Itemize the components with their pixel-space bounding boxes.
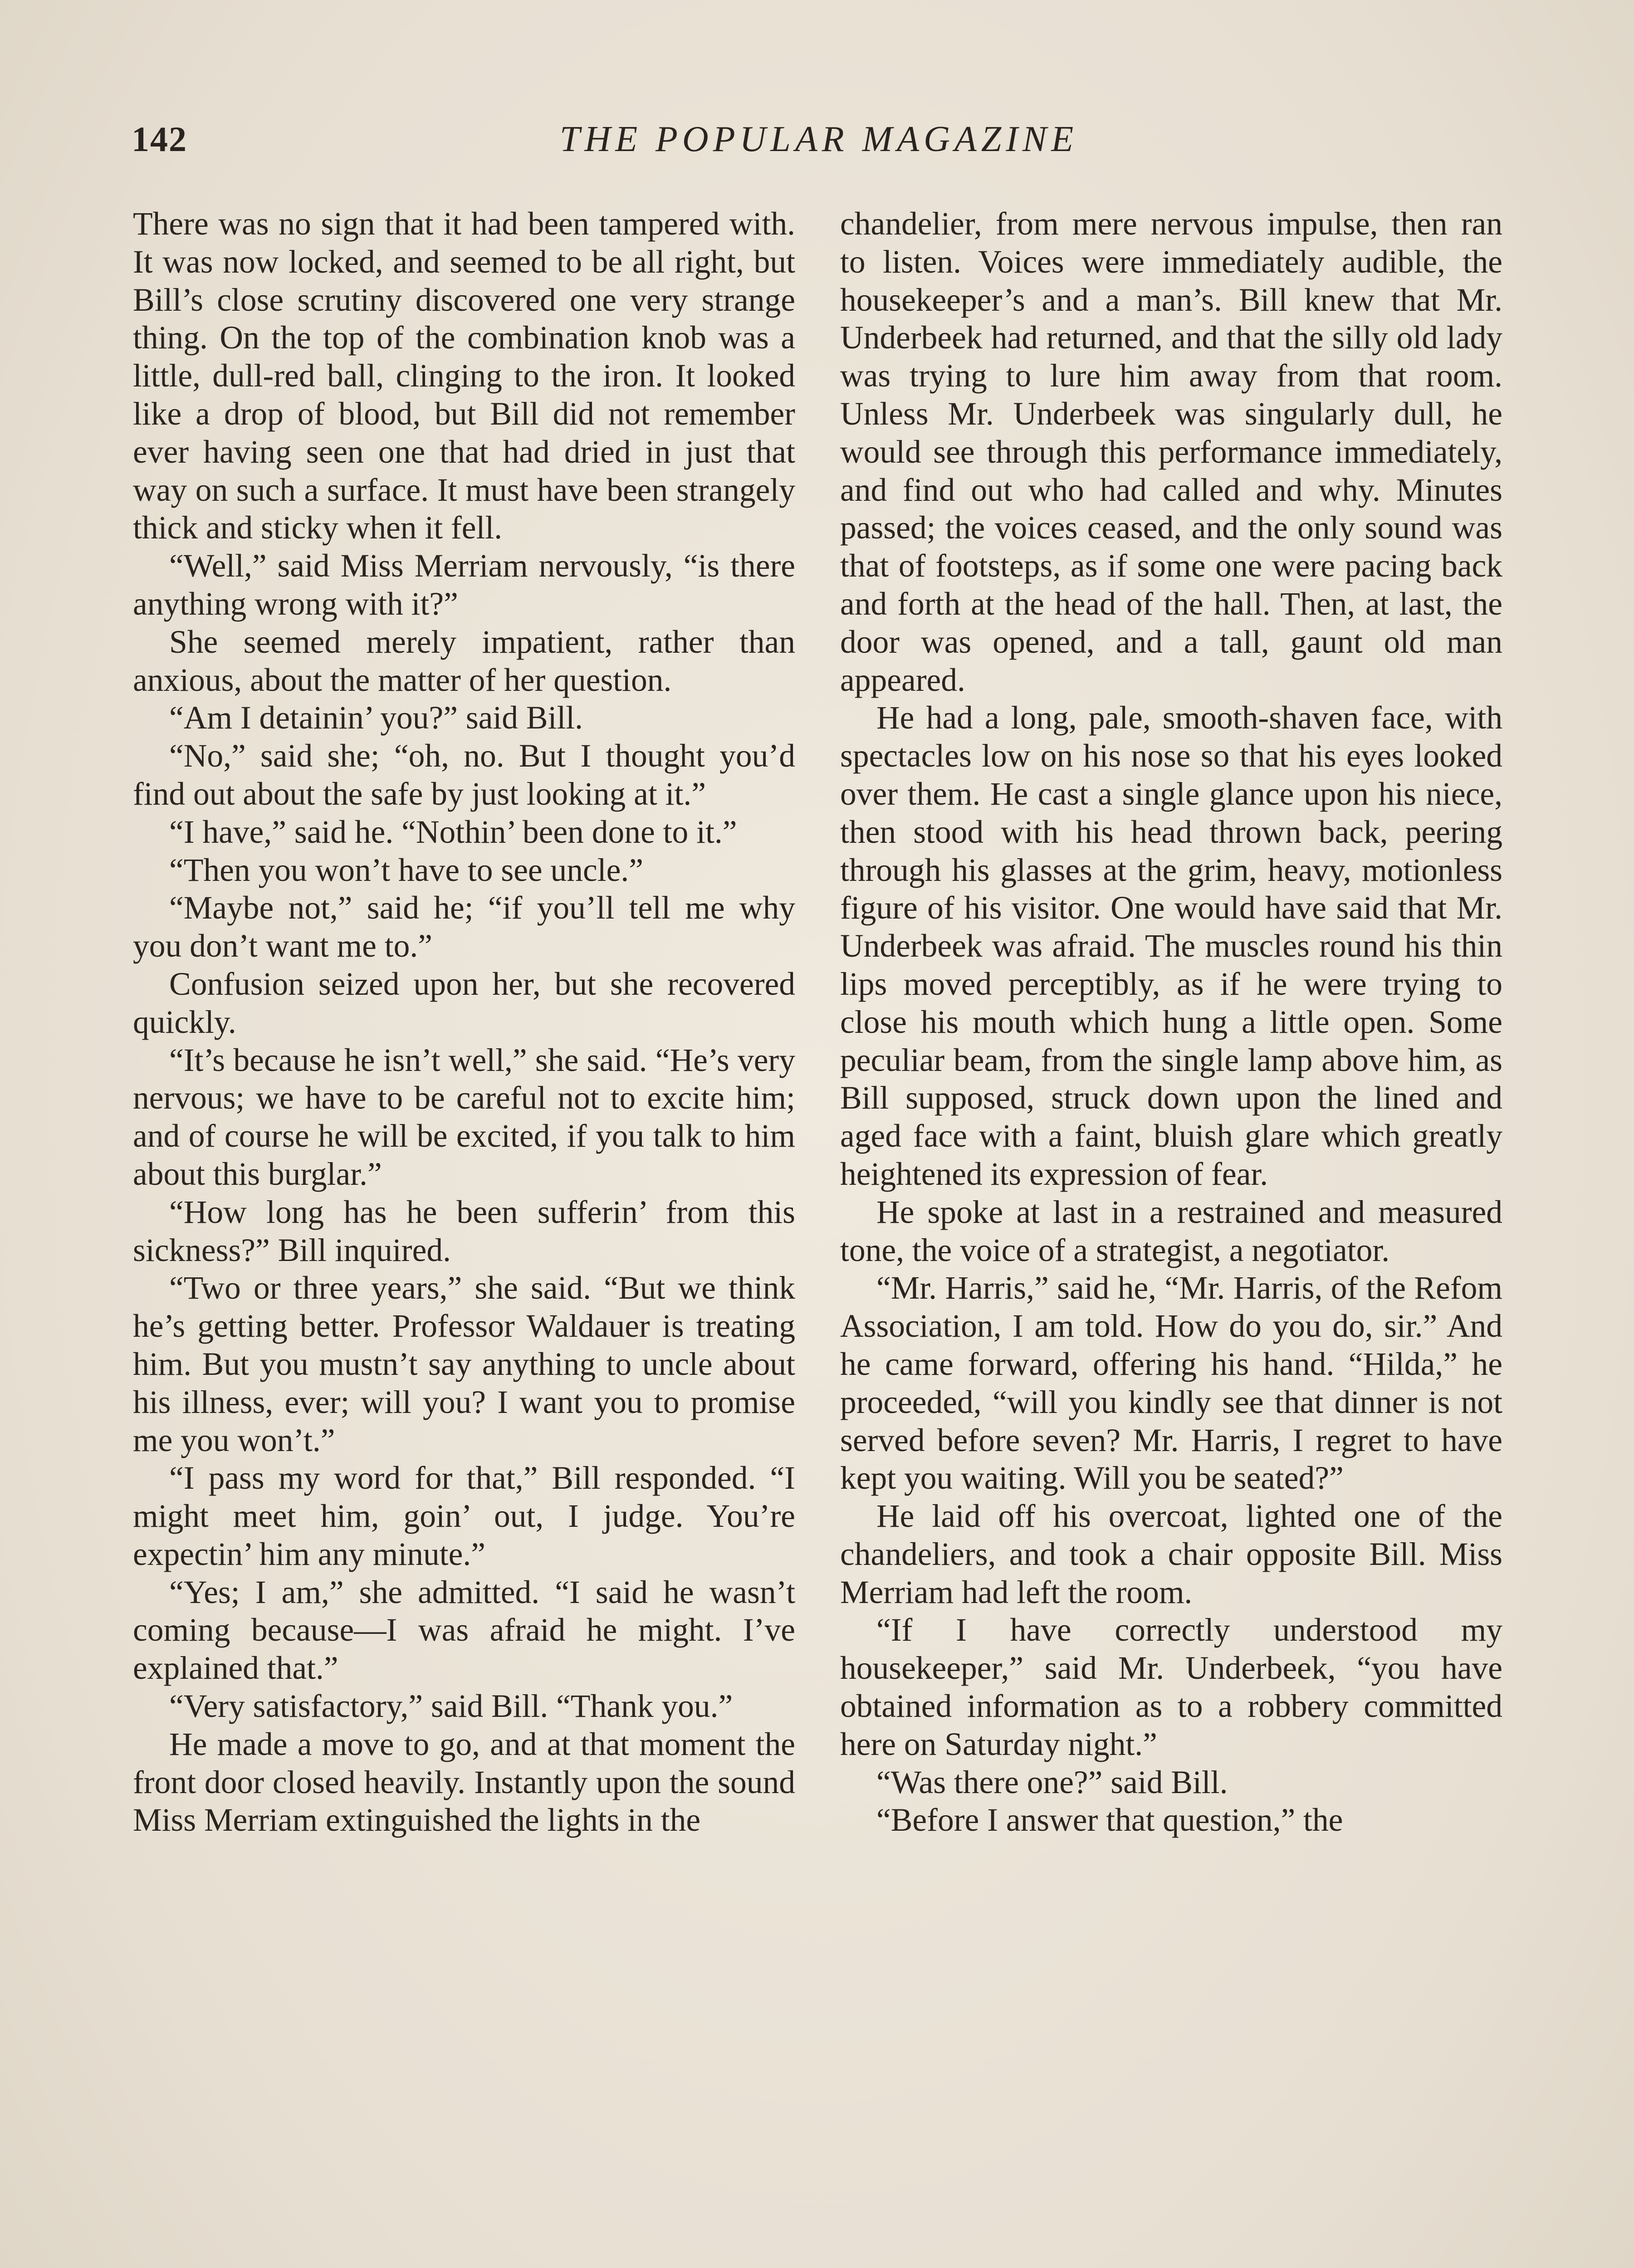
paragraph: “Am I detainin’ you?” said Bill. [169,700,583,736]
running-head: THE POPULAR MAGAZINE [559,119,1078,159]
paragraph: She seemed merely impatient, rather than anxious, about the matter of her question. [133,624,795,698]
paragraph: Confusion seized upon her, but she recovered quickly. [133,966,795,1040]
paragraph: “No,” said she; “oh, no. But I thought you’d find out about the safe by just looking at it.” [133,738,795,812]
right-column [840,205,1502,1839]
paragraph: “If I have correctly understood my housekeeper,” said Mr. Underbeek, “you have obtained information as to a robbery committed here on Saturday night.” [840,1612,1502,1762]
paragraph: “Then you won’t have to see uncle.” [169,852,643,888]
paragraph: There was no sign that it had been tampered with. It was now locked, and seemed to be all right, but Bill’s close scrutiny discovered one very strange thing. On the top of the combination knob was a little, dull-red ball, clinging to the iron. It looked like a drop of blood, but Bill did not remember ever having seen one that had dried in just that way on such a surface. It must have been strangely thick and sticky when it fell. [133,206,795,546]
paragraph: “Mr. Harris,” said he, “Mr. Harris, of the Refom Association, I am told. How do you do, sir.” And he came forward, offering his hand. “Hilda,” he proceeded, “will you kindly see that dinner is not served before seven? Mr. Harris, I regret to have kept you waiting. Will you be seated?” [840,1270,1502,1496]
paragraph: “Maybe not,” said he; “if you’ll tell me why you don’t want me to.” [133,890,795,964]
paragraph: “I pass my word for that,” Bill responded. “I might meet him, goin’ out, I judge. You’re expectin’ him any minute.” [133,1460,795,1572]
paragraph: “Before I answer that question,” the [876,1802,1343,1838]
paragraph: He laid off his overcoat, lighted one of the chandeliers, and took a chair opposite Bill. Miss Merriam had left the room. [840,1498,1502,1610]
paragraph: He spoke at last in a restrained and measured tone, the voice of a strategist, a negotiator. [840,1194,1502,1268]
paragraph: “I have,” said he. “Nothin’ been done to it.” [169,814,737,850]
paragraph: He had a long, pale, smooth-shaven face, with spectacles low on his nose so that his eyes looked over them. He cast a single glance upon his niece, then stood with his head thrown back, peering through his glasses at the grim, heavy, motionless figure of his visitor. One would have said that Mr. Underbeek was afraid. The muscles round his thin lips moved perceptibly, as if he were trying to close his mouth which hung a little open. Some peculiar beam, from the single lamp above him, as Bill supposed, struck down upon the lined and aged face with a faint, bluish glare which greatly heightened its expression of fear. [840,700,1502,1192]
page-number: 142 [132,119,187,159]
paragraph: “Well,” said Miss Merriam nervously, “is there anything wrong with it?” [133,548,795,622]
paragraph: chandelier, from mere nervous impulse, then ran to listen. Voices were immediately audible, the housekeeper’s and a man’s. Bill knew that Mr. Underbeek had returned, and that the silly old lady was trying to lure him away from that room. Unless Mr. Underbeek was singularly dull, he would see through this performance immediately, and find out who had called and why. Minutes passed; the voices ceased, and the only sound was that of footsteps, as if some one were pacing back and forth at the head of the hall. Then, at last, the door was opened, and a tall, gaunt old man appeared. [840,206,1502,698]
paragraph: “Was there one?” said Bill. [876,1764,1228,1800]
paragraph: He made a move to go, and at that moment the front door closed heavily. Instantly upon the sound Miss Merriam extinguished the lights in the [133,1726,795,1838]
paragraph: “It’s because he isn’t well,” she said. “He’s very nervous; we have to be careful not to excite him; and of course he will be excited, if you talk to him about this burglar.” [133,1042,795,1192]
paragraph: “How long has he been sufferin’ from this sickness?” Bill inquired. [133,1194,795,1268]
left-column [133,205,795,1839]
page-header [132,119,1506,169]
paragraph: “Two or three years,” she said. “But we think he’s getting better. Professor Waldauer is treating him. But you mustn’t say anything to uncle about his illness, ever; will you? I want you to promise me you won’t.” [133,1270,795,1458]
paragraph: “Very satisfactory,” said Bill. “Thank you.” [169,1688,733,1725]
paragraph: “Yes; I am,” she admitted. “I said he wasn’t coming because—I was afraid he might. I’ve explained that.” [133,1574,795,1686]
